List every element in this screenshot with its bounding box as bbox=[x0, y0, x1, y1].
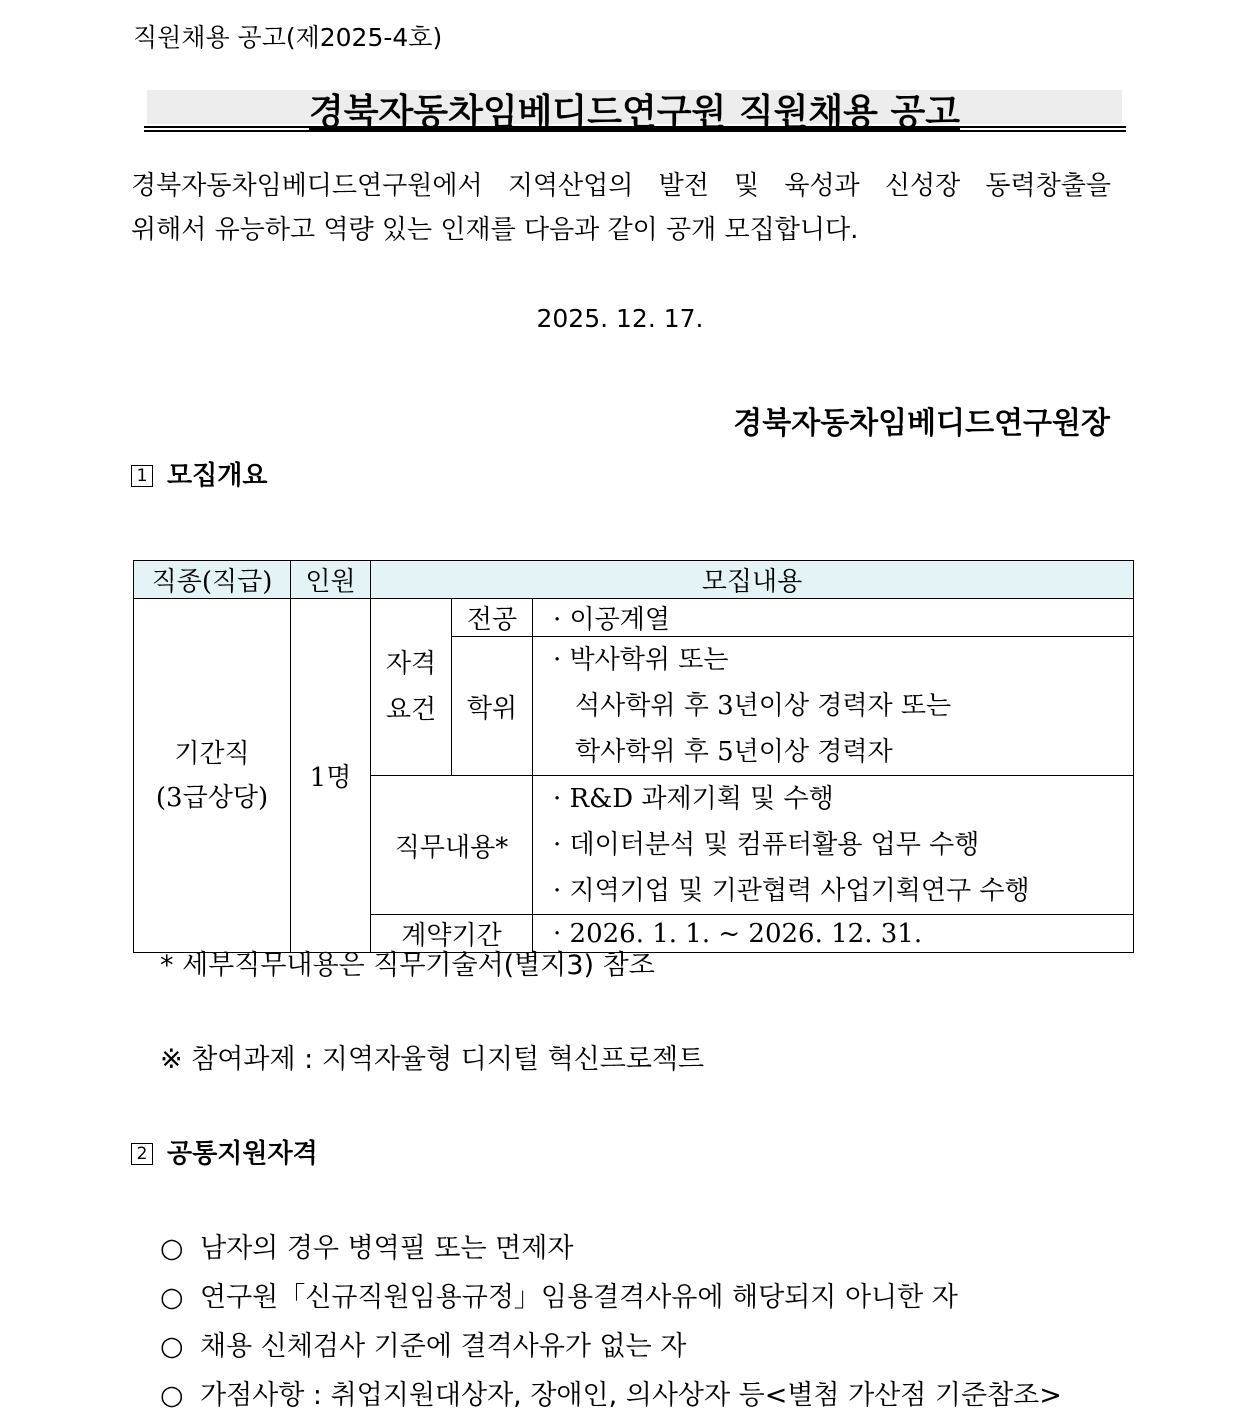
degree-line: 학사학위 후 5년이상 경력자 bbox=[575, 737, 893, 767]
recruitment-table bbox=[133, 560, 1134, 953]
title-rule-bottom bbox=[144, 130, 1126, 132]
major-label: 전공 bbox=[452, 599, 533, 637]
major-value: · 이공계열 bbox=[533, 599, 1134, 637]
header-content: 모집내용 bbox=[371, 561, 1134, 599]
bullet-circle-icon: ○ bbox=[160, 1331, 184, 1362]
header-headcount: 인원 bbox=[291, 561, 371, 599]
job-type-line: (3급상당) bbox=[155, 782, 269, 813]
duty-line: · R&D 과제기획 및 수행 bbox=[553, 784, 834, 814]
bullet-circle-icon: ○ bbox=[160, 1380, 184, 1411]
notice-number: 직원채용 공고(제2025-4호) bbox=[133, 23, 443, 52]
duty-line: · 지역기업 및 기관협력 사업기획연구 수행 bbox=[553, 876, 1030, 906]
bullet-circle-icon: ○ bbox=[160, 1233, 184, 1264]
qualification-list bbox=[160, 1224, 1062, 1420]
list-item-text: 연구원「신규직원임용규정」임용결격사유에 해당되지 아니한 자 bbox=[200, 1282, 958, 1313]
detail-note: * 세부직무내용은 직무기술서(별지3) 참조 bbox=[160, 950, 655, 981]
degree-line: 석사학위 후 3년이상 경력자 또는 bbox=[575, 691, 952, 721]
job-type-line: 기간직 bbox=[174, 738, 250, 769]
duty-value bbox=[533, 776, 1134, 915]
list-item-text: 남자의 경우 병역필 또는 면제자 bbox=[200, 1233, 574, 1264]
job-type-cell bbox=[134, 599, 291, 953]
bullet-circle-icon: ○ bbox=[160, 1282, 184, 1313]
period-label: 계약기간 bbox=[371, 915, 533, 953]
page-title: 경북자동차임베디드연구원 직원채용 공고 bbox=[308, 92, 961, 133]
duty-line: · 데이터분석 및 컴퓨터활용 업무 수행 bbox=[553, 830, 980, 860]
intro-paragraph bbox=[131, 164, 1111, 252]
degree-line: · 박사학위 또는 bbox=[553, 645, 729, 675]
section-number-box: 2 bbox=[131, 1143, 153, 1165]
list-item bbox=[160, 1273, 1062, 1322]
header-job-type: 직종(직급) bbox=[134, 561, 291, 599]
qualification-cell bbox=[371, 599, 452, 776]
list-item-text: 채용 신체검사 기준에 결격사유가 없는 자 bbox=[200, 1331, 687, 1362]
degree-label: 학위 bbox=[452, 637, 533, 776]
section-number-box: 1 bbox=[131, 465, 153, 487]
headcount-cell: 1명 bbox=[291, 599, 371, 953]
issuer-name: 경북자동차임베디드연구원장 bbox=[733, 406, 1110, 441]
list-item bbox=[160, 1224, 1062, 1273]
qualification-line: 자격 bbox=[385, 649, 437, 679]
notice-date: 2025. 12. 17. bbox=[536, 304, 704, 333]
period-value: · 2026. 1. 1. ~ 2026. 12. 31. bbox=[533, 915, 1134, 953]
duty-label: 직무내용* bbox=[371, 776, 533, 915]
list-item-text: 가점사항 : 취업지원대상자, 장애인, 의사상자 등<별첨 가산점 기준참조> bbox=[200, 1380, 1062, 1411]
degree-value bbox=[533, 637, 1134, 776]
intro-line: 경북자동차임베디드연구원에서 지역산업의 발전 및 육성과 신성장 동력창출을 bbox=[131, 171, 1111, 201]
project-note: ※ 참여과제 : 지역자율형 디지털 혁신프로젝트 bbox=[160, 1044, 705, 1075]
intro-line: 위해서 유능하고 역량 있는 인재를 다음과 같이 공개 모집합니다. bbox=[131, 215, 859, 245]
list-item bbox=[160, 1322, 1062, 1371]
section-heading-overview bbox=[131, 455, 267, 492]
section-title: 공통지원자격 bbox=[167, 1139, 318, 1169]
title-rule-top bbox=[144, 126, 1126, 128]
section-title: 모집개요 bbox=[167, 461, 268, 491]
qualification-line: 요건 bbox=[385, 695, 437, 725]
list-item bbox=[160, 1371, 1062, 1420]
section-heading-qualifications bbox=[131, 1133, 318, 1170]
